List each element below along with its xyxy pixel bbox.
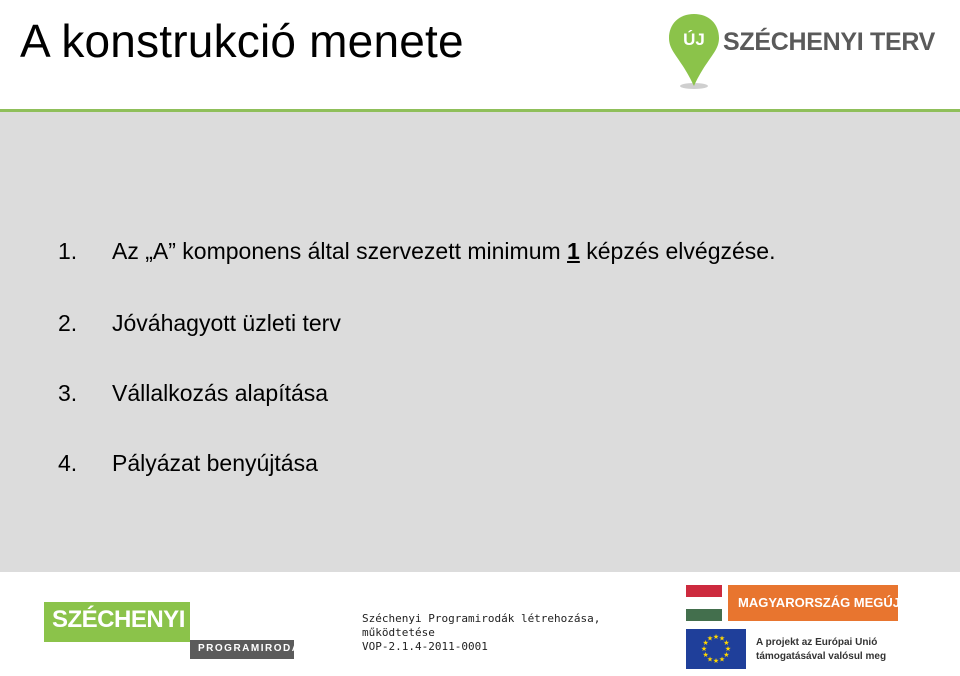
programiroda-text: PROGRAMIRODA (198, 643, 301, 654)
svg-text:★: ★ (718, 634, 726, 643)
list-emphasis: 1 (567, 238, 580, 264)
svg-text:★: ★ (712, 657, 720, 665)
list-item (58, 450, 318, 477)
project-desc-line1: Széchenyi Programirodák létrehozása, (362, 612, 601, 625)
list-number: 1. (58, 238, 78, 264)
project-desc-line2: működtetése (362, 626, 435, 639)
svg-text:★: ★ (712, 633, 720, 641)
svg-text:★: ★ (724, 645, 732, 653)
list-number: 2. (58, 310, 78, 336)
logo-text: SZÉCHENYI TERV (723, 28, 936, 56)
list-text: Pályázat benyújtása (112, 450, 318, 476)
project-code: VOP-2.1.4-2011-0001 (362, 640, 488, 653)
hungarian-flag-icon (686, 585, 722, 621)
list-item (58, 310, 341, 337)
eu-flag-icon (686, 629, 746, 669)
svg-text:★: ★ (700, 645, 708, 653)
svg-text:★: ★ (702, 651, 709, 659)
szechenyi-logo-text: SZÉCHENYI (52, 606, 185, 633)
uj-szechenyi-terv-logo-icon (667, 12, 721, 90)
svg-text:★: ★ (723, 639, 730, 647)
logo-badge-text: ÚJ (683, 30, 705, 49)
content-area (0, 112, 960, 572)
list-text: képzés elvégzése. (579, 238, 776, 264)
list-number: 3. (58, 380, 78, 406)
svg-text:★: ★ (706, 655, 714, 664)
list-text: Az „A” komponens által szervezett minimum (112, 238, 568, 264)
page-title: A konstrukció menete (20, 15, 464, 67)
list-item (58, 380, 328, 407)
list-number: 4. (58, 450, 78, 476)
magyarorszag-megujul-text: MAGYARORSZÁG MEGÚJUL (738, 595, 918, 610)
svg-text:★: ★ (706, 634, 714, 643)
eu-support-line2: támogatásával valósul meg (756, 651, 887, 662)
svg-text:★: ★ (702, 639, 709, 647)
list-item (58, 238, 775, 265)
list-text: Jóváhagyott üzleti terv (112, 310, 341, 336)
svg-text:★: ★ (718, 655, 726, 664)
svg-text:★: ★ (723, 651, 730, 659)
list-text: Vállalkozás alapítása (112, 380, 329, 406)
eu-support-line1: A projekt az Európai Unió (756, 637, 878, 648)
